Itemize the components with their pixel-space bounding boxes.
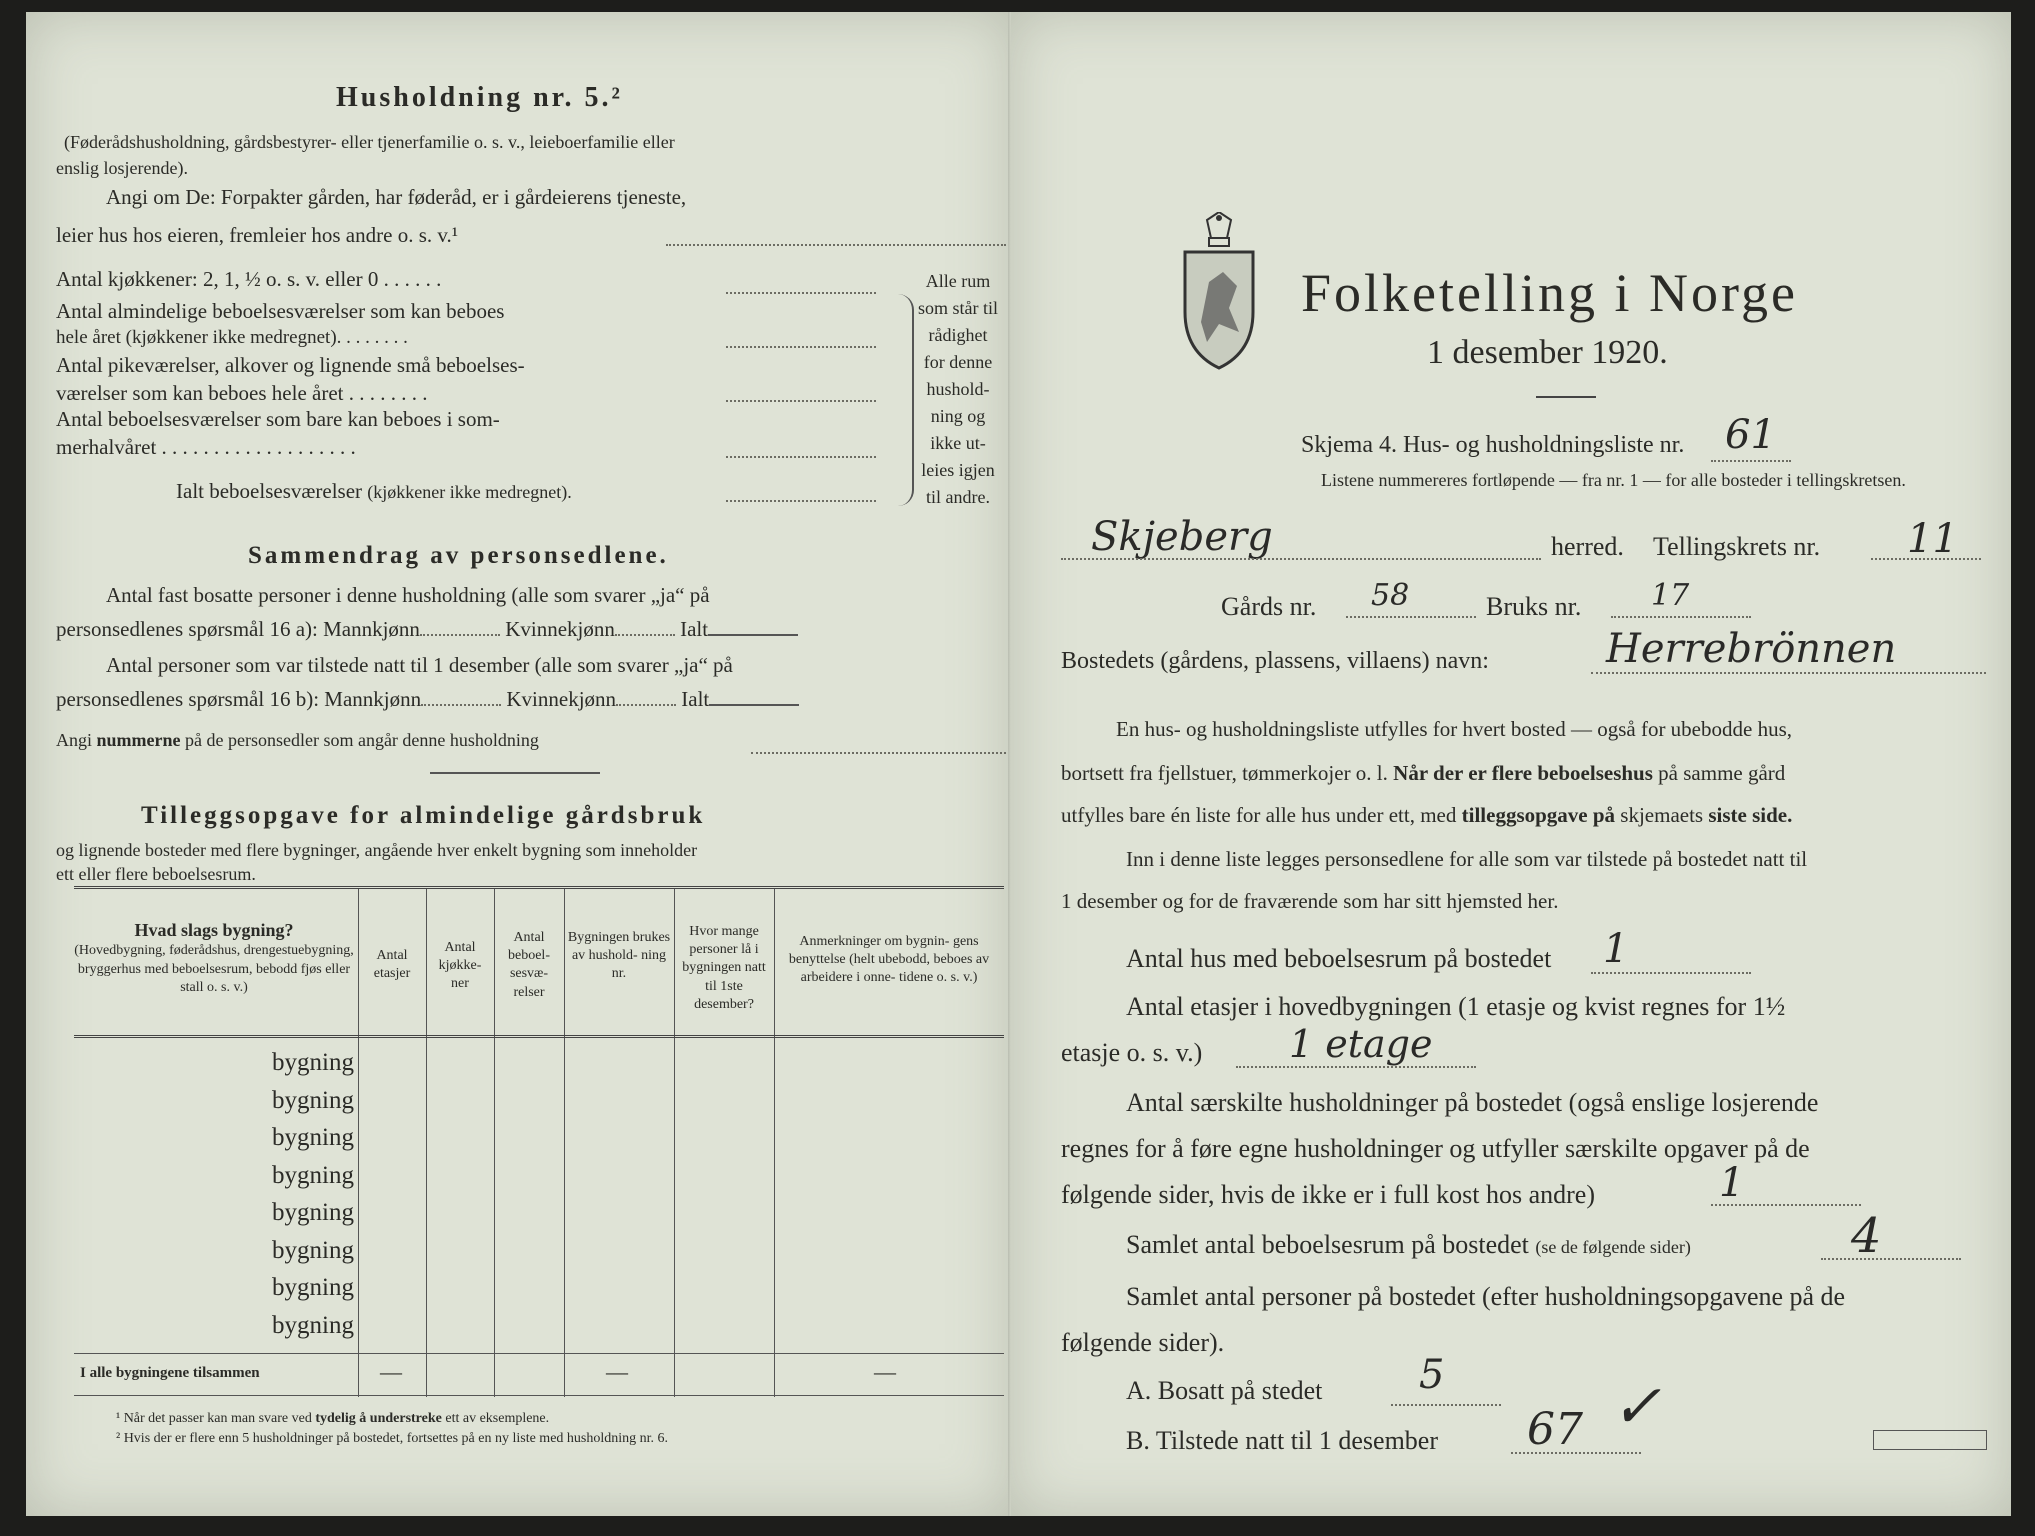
para1-2-pre: bortsett fra fjellstuer, tømmerkojer o. l. (1061, 761, 1388, 785)
side-note-line: som står til (918, 298, 998, 318)
coat-of-arms-icon (1179, 212, 1259, 372)
printer-stamp (1873, 1430, 1987, 1450)
saerskilte-line-3: følgende sider, hvis de ikke er i full kost hos andre) (1061, 1180, 1595, 1209)
header-etasjer: Antal etasjer (373, 948, 411, 982)
angi-numbers-bold: nummerne (96, 730, 181, 750)
rooms-answer-4 (726, 456, 876, 458)
row-label: bygning (272, 1199, 354, 1226)
antal-hus-value: 1 (1603, 926, 1629, 972)
antal-hus-label: Antal hus med beboelsesrum på bostedet (1126, 944, 1552, 973)
para2-line-2: 1 desember og for de fraværende som har sitt hjemsted her. (1061, 889, 1559, 913)
antal-etasjer-line-2: etasje o. s. v.) (1061, 1038, 1203, 1067)
section-divider (430, 772, 600, 774)
table-row (74, 1124, 354, 1162)
table-bottom (74, 1395, 1004, 1396)
angi-line-2: leier hus hos eieren, fremleier hos andre o. s. v.¹ (56, 223, 459, 247)
table-col-divider (426, 889, 427, 1397)
listene-note: Listene nummereres fortløpende — fra nr. 1 — for alle bosteder i tellingskretsen. (1321, 470, 1906, 490)
side-note-line: ning og (930, 406, 986, 426)
para1-line-3 (1061, 802, 1792, 829)
bruks-value: 17 (1651, 578, 1690, 613)
row-label: bygning (272, 1236, 354, 1264)
kvinne-answer-1 (615, 634, 675, 636)
side-note-line: ikke ut- (930, 433, 986, 453)
angi-answer-line (666, 244, 1006, 246)
tellingskrets-value: 11 (1907, 516, 1958, 562)
kvinne-label-1: Kvinnekjønn (505, 617, 615, 641)
angi-numbers-post: på de personsedler som angår denne husholdning (185, 730, 539, 750)
angi-numbers (56, 730, 539, 751)
supplement-title: Tilleggsopgave for almindelige gårdsbruk (141, 802, 706, 829)
table-total-divider (74, 1353, 1004, 1354)
samlet-rum-text: Samlet antal beboelsesrum på bostedet (1126, 1230, 1529, 1259)
summary-line-3: Antal personer som var tilstede natt til 1 desember (alle som svarer „ja“ på (106, 653, 733, 677)
side-note (906, 268, 1010, 511)
right-page (1011, 12, 2011, 1516)
bosatt-line (1391, 1404, 1501, 1406)
angi-numbers-pre: Angi (56, 730, 92, 750)
table-col-divider (358, 889, 359, 1397)
row-label: bygning (272, 1086, 354, 1114)
table-row (74, 1312, 354, 1350)
para1-3-mid: skjemaets (1620, 803, 1704, 827)
bostedets-line (1591, 672, 1986, 674)
side-note-line: rådighet (928, 325, 988, 345)
samlet-pers-line-2: følgende sider). (1061, 1328, 1225, 1357)
table-row (74, 1087, 354, 1125)
saerskilte-answer-line (1711, 1204, 1861, 1206)
para1-2-bold: Når der er flere beboelseshus (1393, 761, 1653, 785)
total-dash-anmerkninger: — (874, 1359, 896, 1384)
kvinne-label-2: Kvinnekjønn (506, 687, 617, 711)
household-intro-2: enslig losjerende). (56, 158, 188, 178)
left-page (26, 12, 1011, 1516)
tilstede-label: B. Tilstede natt til 1 desember (1126, 1426, 1438, 1455)
summary-line-4-text: personsedlenes spørsmål 16 b): Mannkjønn (56, 687, 422, 711)
table-row (74, 1162, 354, 1200)
row-label: bygning (272, 1311, 354, 1339)
rooms-answer-3 (726, 400, 876, 402)
samlet-pers-line-1: Samlet antal personer på bostedet (efter husholdningsopgavene på de (1126, 1282, 1846, 1311)
rooms-answer-2 (726, 346, 876, 348)
header-type-desc: (Hovedbygning, føderådshus, drengestuebygning, bryggerhus med beboelsesrum, bebodd fjøs eller stall o. s. v.) (74, 943, 354, 995)
para1-2-post: på samme gård (1658, 761, 1786, 785)
side-note-line: hushold- (926, 379, 990, 399)
gards-line (1346, 616, 1476, 618)
total-dash-husholdning: — (606, 1359, 628, 1384)
tilstede-value: 67 (1527, 1404, 1583, 1455)
form-title: Folketelling i Norge (1301, 263, 1798, 323)
ialt-label-2: Ialt (681, 687, 710, 711)
bruks-line (1611, 616, 1751, 618)
header-vaerelser: Antal beboel- sesvæ- relser (508, 930, 550, 1000)
saerskilte-value: 1 (1719, 1160, 1745, 1206)
footnote-1-pre: ¹ Når det passer kan man svare ved (116, 1411, 312, 1426)
side-note-line: leies igjen (921, 460, 995, 480)
ialt-rooms-note: (kjøkkener ikke medregnet). (367, 482, 572, 502)
table-row (74, 1049, 354, 1087)
skjema-line (1711, 460, 1791, 462)
para1-3-bold: tilleggsopgave på (1461, 803, 1616, 827)
para2-line-1: Inn i denne liste legges personsedlene for alle som var tilstede på bostedet natt til (1126, 847, 1808, 871)
gards-value: 58 (1371, 578, 1410, 613)
rooms-answer-1 (726, 292, 876, 294)
para1-line-1: En hus- og husholdningsliste utfylles for hvert bosted — også for ubebodde hus, (1116, 717, 1792, 741)
row-label: bygning (272, 1049, 354, 1076)
household-intro-1: (Føderådshusholdning, gårdsbestyrer- eller tjenerfamilie o. s. v., leieboerfamilie eller (64, 132, 675, 152)
antal-etasjer-line-1: Antal etasjer i hovedbygningen (1 etasje og kvist regnes for 1½ (1126, 992, 1786, 1021)
rooms-line-2: Antal almindelige beboelsesværelser som kan beboes (56, 299, 505, 323)
footnote-2: ² Hvis der er flere enn 5 husholdninger på bostedet, fortsettes på en ny liste med husholdning nr. 6. (116, 1431, 669, 1446)
table-col-divider (674, 889, 675, 1397)
bostedets-label: Bostedets (gårdens, plassens, villaens) navn: (1061, 648, 1489, 674)
header-personer: Hvor mange personer lå i bygningen natt til 1ste desember? (682, 924, 766, 1012)
rooms-line-1: Antal kjøkkener: 2, 1, ½ o. s. v. eller 0 . . . . . . (56, 267, 442, 291)
summary-line-4 (56, 686, 799, 713)
bostedets-value: Herrebrönnen (1606, 626, 1897, 672)
para1-3-bold2: siste side. (1708, 803, 1793, 827)
footnote-1-bold: tydelig å understreke (315, 1411, 442, 1426)
header-type-title: Hvad slags bygning? (134, 920, 294, 940)
bruks-label: Bruks nr. (1486, 592, 1582, 621)
mann-answer-2 (421, 704, 501, 706)
supplement-line-1: og lignende bosteder med flere bygninger, angående hver enkelt bygning som inneholder (56, 840, 698, 860)
side-note-line: til andre. (926, 487, 990, 507)
rooms-line-3: hele året (kjøkkener ikke medregnet). . . . . . . . (56, 327, 408, 348)
mann-answer-1 (420, 634, 500, 636)
side-note-line: for denne (923, 352, 993, 372)
summary-line-2 (56, 616, 798, 643)
skjema-value: 61 (1725, 412, 1776, 458)
rooms-line-5: værelser som kan beboes hele året . . . . . . . . (56, 381, 428, 405)
ialt-answer-1 (708, 634, 798, 636)
tellingskrets-label: Tellingskrets nr. (1653, 532, 1821, 561)
ialt-rooms-label (176, 478, 572, 505)
para1-3-pre: utfylles bare én liste for alle hus under ett, med (1061, 803, 1457, 827)
header-building-type (74, 919, 354, 997)
header-husholdning: Bygningen brukes av hushold- ning nr. (567, 930, 671, 982)
antal-etasjer-answer-line (1236, 1066, 1476, 1068)
table-rows (74, 1049, 354, 1349)
ialt-rooms-answer (726, 500, 876, 502)
footnote-1 (116, 1410, 549, 1428)
rooms-line-6: Antal beboelsesværelser som bare kan beboes i som- (56, 407, 500, 431)
saerskilte-line-1: Antal særskilte husholdninger på bostedet (også enslige losjerende (1126, 1088, 1819, 1117)
header-kjokkener: Antal kjøkke- ner (438, 940, 482, 992)
samlet-rum-label (1126, 1228, 1691, 1262)
form-date: 1 desember 1920. (1427, 334, 1668, 371)
ialt-rooms-text: Ialt beboelsesværelser (176, 479, 363, 503)
gards-label: Gårds nr. (1221, 592, 1317, 621)
samlet-rum-note: (se de følgende sider) (1535, 1237, 1691, 1257)
antal-etasjer-value: 1 etage (1289, 1022, 1433, 1066)
rooms-line-4: Antal pikeværelser, alkover og lignende små beboelses- (56, 353, 525, 377)
row-label: bygning (272, 1274, 354, 1301)
skjema-label: Skjema 4. Hus- og husholdningsliste nr. (1301, 432, 1685, 458)
saerskilte-line-2: regnes for å føre egne husholdninger og utfyller særskilte opgaver på de (1061, 1134, 1810, 1163)
ialt-answer-2 (709, 704, 799, 706)
ialt-label-1: Ialt (680, 617, 709, 641)
row-label: bygning (272, 1161, 354, 1189)
footnote-1-post: ett av eksemplene. (445, 1411, 550, 1426)
table-col-divider (494, 889, 495, 1397)
herred-value: Skjeberg (1091, 514, 1273, 560)
kvinne-answer-2 (616, 704, 676, 706)
tilstede-line (1511, 1452, 1641, 1454)
household-title: Husholdning nr. 5.² (336, 82, 623, 113)
supplement-line-2: ett eller flere beboelsesrum. (56, 864, 256, 884)
bosatt-label: A. Bosatt på stedet (1126, 1376, 1323, 1405)
herred-line (1061, 558, 1541, 560)
total-dash-etasjer: — (380, 1359, 402, 1384)
rooms-line-7: merhalvåret . . . . . . . . . . . . . . . . . . . (56, 435, 356, 459)
row-label: bygning (272, 1124, 354, 1151)
tellingskrets-line (1871, 558, 1981, 560)
table-total-label: I alle bygningene tilsammen (80, 1365, 260, 1381)
side-note-line: Alle rum (925, 271, 991, 291)
bosatt-value: 5 (1419, 1352, 1445, 1398)
building-table (74, 886, 1004, 1397)
angi-line-1: Angi om De: Forpakter gården, har føderåd, er i gårdeierens tjeneste, (106, 185, 687, 209)
angi-numbers-answer (751, 752, 1006, 754)
table-row (74, 1199, 354, 1237)
table-header-divider (74, 1035, 1004, 1038)
table-col-divider (774, 889, 775, 1397)
header-anmerkninger: Anmerkninger om bygnin- gens benyttelse (helt ubebodd, beboes av arbeidere i onne- tidene o. s. v.) (788, 934, 990, 986)
check-mark: ✓ (1611, 1372, 1662, 1442)
samlet-rum-line (1821, 1258, 1961, 1260)
summary-title: Sammendrag av personsedlene. (248, 542, 669, 569)
samlet-rum-value: 4 (1851, 1208, 1882, 1264)
summary-line-2-text: personsedlenes spørsmål 16 a): Mannkjønn (56, 617, 420, 641)
para1-line-2 (1061, 760, 1785, 787)
summary-line-1: Antal fast bosatte personer i denne husholdning (alle som svarer „ja“ på (106, 583, 710, 607)
table-row (74, 1237, 354, 1275)
herred-label: herred. (1551, 532, 1624, 561)
antal-hus-line (1591, 972, 1751, 974)
title-divider (1536, 396, 1596, 398)
table-col-divider (564, 889, 565, 1397)
table-row (74, 1274, 354, 1312)
